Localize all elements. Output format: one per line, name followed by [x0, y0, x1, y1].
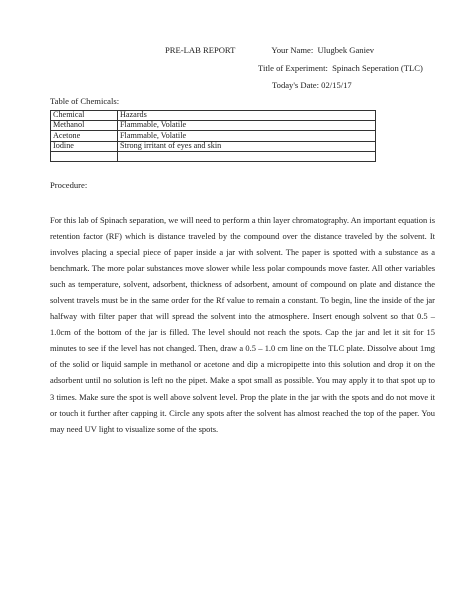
table-header-row — [51, 111, 376, 121]
experiment-label: Title of Experiment: — [258, 63, 328, 73]
procedure-text: For this lab of Spinach separation, we will need to perform a thin layer chromatography. An important equation is retention factor (RF) which is distance traveled by the compound over the distance traveled by the solvent. It involves placing a special piece of paper inside a jar with solvent. The paper is spotted with a substance as a benchmark. The more polar substances move slower while less polar compounds move faster. All other variables such as temperature, solvent, adsorbent, thickness of adsorbent, amount of compound on plate and distance the solvent travels must be in the same order for the Rf value to remain a constant. To begin, line the inside of the jar halfway with filter paper that will spread the solvent into the atmosphere. Insert enough solvent so that 0.5 – 1.0cm of the bottom of the jar is filled. The level should not reach the spots. Cap the jar and let it sit for 15 minutes to see if the level has not changed. Then, draw a 0.5 – 1.0 cm line on the TLC plate. Dissolve about 1mg of the solid or liquid sample in methanol or acetone and dip a micropipette into this solution and drop it on the adsorbent until no solution is left no the pipet. Make a spot small as possible. You may apply it to that spot up to 3 times. Make sure the spot is well above solvent level. Prop the plate in the jar with the spots and do not move it or touch it further after capping it. Circle any spots after the solvent has almost reached the top of the paper. You may need UV light to visualize some of the spots. — [50, 215, 435, 434]
chemicals-table — [50, 110, 376, 162]
table-cell: Methanol — [51, 121, 118, 131]
header-line-1 — [165, 45, 374, 55]
date-label: Today's Date: — [272, 80, 320, 90]
header-line-3 — [272, 80, 352, 90]
table-header-cell: Chemical — [51, 111, 118, 121]
table-cell: Acetone — [51, 131, 118, 141]
table-cell: Iodine — [51, 141, 118, 151]
table-row — [51, 121, 376, 131]
header-line-2 — [258, 63, 423, 73]
table-header-cell: Hazards — [118, 111, 376, 121]
table-cell: Flammable, Volatile — [118, 131, 376, 141]
table-row — [51, 151, 376, 161]
table-cell: Strong irritant of eyes and skin — [118, 141, 376, 151]
experiment-value: Spinach Seperation (TLC) — [332, 63, 423, 73]
date-value: 02/15/17 — [321, 80, 352, 90]
table-cell: Flammable, Volatile — [118, 121, 376, 131]
procedure-label: Procedure: — [50, 180, 88, 190]
table-cell — [118, 151, 376, 161]
name-value: Ulugbek Ganiev — [317, 45, 375, 55]
table-cell — [51, 151, 118, 161]
table-row — [51, 131, 376, 141]
table-row — [51, 141, 376, 151]
report-title: PRE-LAB REPORT — [165, 45, 236, 55]
name-label: Your Name: — [271, 45, 314, 55]
chemicals-table-label: Table of Chemicals: — [50, 96, 120, 106]
